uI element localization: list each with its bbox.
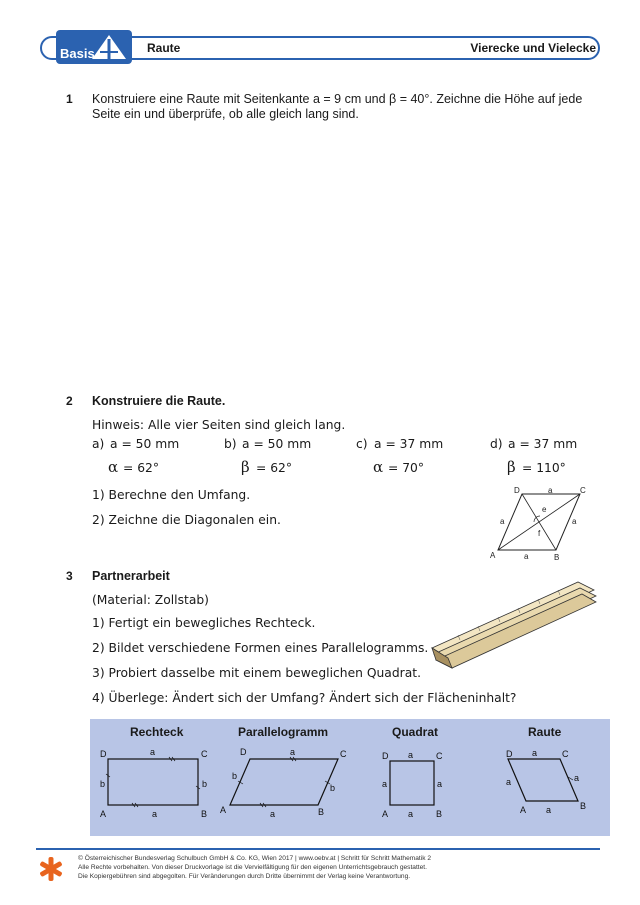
task2-hint: Hinweis: Alle vier Seiten sind gleich lang.	[92, 418, 346, 432]
svg-text:a: a	[150, 747, 156, 757]
raute-shape	[508, 759, 578, 801]
svg-text:D: D	[506, 749, 513, 759]
svg-text:a: a	[408, 809, 414, 819]
rhombus-vertex-B: B	[554, 553, 560, 562]
svg-text:a: a	[506, 777, 512, 787]
task1-line2: Seite ein und überprüfe, ob alle gleich lang sind.	[92, 107, 359, 121]
svg-text:C: C	[436, 751, 443, 761]
task3-step4: 4) Überlege: Ändert sich der Umfang? Ändert sich der Flächeninhalt?	[92, 691, 517, 705]
svg-text:D: D	[100, 749, 107, 759]
task2-sub1: 1) Berechne den Umfang.	[92, 488, 251, 502]
svg-text:A: A	[520, 805, 527, 815]
item-b-angle: = 62°	[256, 461, 293, 475]
svg-text:a: a	[437, 779, 443, 789]
task3-number: 3	[66, 569, 73, 583]
task1-number: 1	[66, 92, 73, 106]
svg-text:C: C	[562, 749, 569, 759]
item-c-label: c)	[356, 437, 368, 451]
item-b-label: b)	[224, 437, 237, 451]
folding-ruler-image	[428, 578, 600, 670]
basis-badge	[56, 30, 132, 64]
item-d-label: d)	[490, 437, 503, 451]
rhombus-side-left: a	[500, 517, 505, 526]
task3-material: (Material: Zollstab)	[92, 593, 209, 607]
item-a-angle-symbol: α	[108, 458, 119, 476]
svg-text:b: b	[202, 779, 208, 789]
item-d-angle: = 110°	[522, 461, 566, 475]
svg-text:B: B	[580, 801, 587, 811]
task2-sub2: 2) Zeichne die Diagonalen ein.	[92, 513, 281, 527]
item-b-side: a = 50 mm	[242, 437, 312, 451]
task3-step2: 2) Bildet verschiedene Formen eines Parallelogramms.	[92, 641, 429, 655]
item-a-angle: = 62°	[123, 461, 160, 475]
svg-text:b: b	[100, 779, 106, 789]
panel-title-rechteck: Rechteck	[130, 725, 184, 739]
svg-text:a: a	[408, 750, 414, 760]
rhombus-side-top: a	[548, 486, 553, 495]
svg-text:B: B	[436, 809, 443, 819]
rhombus-diagonal-f: f	[538, 529, 541, 538]
item-c-angle: = 70°	[388, 461, 425, 475]
rhombus-side-right: a	[572, 517, 577, 526]
parallelogramm-shape	[230, 759, 338, 805]
svg-text:b: b	[330, 783, 336, 793]
task2-title: Konstruiere die Raute.	[92, 394, 226, 408]
svg-text:C: C	[201, 749, 208, 759]
item-a-side: a = 50 mm	[110, 437, 180, 451]
badge-label: Basis	[60, 46, 95, 61]
svg-text:a: a	[532, 748, 538, 758]
panel-title-quadrat: Quadrat	[392, 725, 439, 739]
item-c-side: a = 37 mm	[374, 437, 444, 451]
task1-line1: Konstruiere eine Raute mit Seitenkante a = 9 cm und β = 40°. Zeichne die Höhe auf jede	[92, 92, 583, 106]
svg-text:a: a	[290, 747, 296, 757]
svg-text:a: a	[152, 809, 158, 819]
panel-title-raute: Raute	[528, 725, 562, 739]
item-d-angle-symbol: β	[507, 458, 516, 476]
svg-text:B: B	[201, 809, 208, 819]
svg-text:a: a	[270, 809, 276, 819]
task3-step3: 3) Probiert dasselbe mit einem beweglichen Quadrat.	[92, 666, 421, 680]
rhombus-figure	[484, 482, 594, 562]
publisher-logo-icon	[38, 856, 64, 882]
svg-text:D: D	[382, 751, 389, 761]
item-a-label: a)	[92, 437, 105, 451]
svg-text:A: A	[382, 809, 389, 819]
footer-copyright: © Österreichischer Bundesverlag Schulbuch GmbH & Co. KG, Wien 2017 | www.oebv.at | Schritt für Schritt Mathematik 2 Alle Rechte vorbehalten. Von dieser Druckvorlage ist die Vervielfältigung für den eigenen Unterrichtsgebrauch gestattet. Die Kopiergebühren sind abgegolten. Für Veränderungen durch Dritte übernimmt der Verlag keine Verantwortung.	[78, 855, 432, 880]
svg-text:a: a	[574, 773, 580, 783]
svg-text:a: a	[382, 779, 388, 789]
svg-text:B: B	[318, 807, 325, 817]
item-b-angle-symbol: β	[241, 458, 250, 476]
header-title: Raute	[147, 41, 181, 55]
panel-title-parallelogramm: Parallelogramm	[238, 725, 329, 739]
rechteck-shape	[108, 759, 198, 805]
task2-number: 2	[66, 394, 73, 408]
task3-step1: 1) Fertigt ein bewegliches Rechteck.	[92, 616, 316, 630]
shapes-figures	[90, 719, 610, 836]
rhombus-vertex-A: A	[490, 551, 496, 560]
quadrat-shape	[390, 761, 434, 805]
rhombus-vertex-C: C	[580, 486, 586, 495]
rhombus-side-bottom: a	[524, 552, 529, 561]
rhombus-diagonal-e: e	[542, 505, 547, 514]
svg-text:A: A	[100, 809, 107, 819]
svg-text:C: C	[340, 749, 347, 759]
svg-text:b: b	[232, 771, 238, 781]
svg-text:A: A	[220, 805, 227, 815]
item-c-angle-symbol: α	[373, 458, 384, 476]
svg-text:a: a	[546, 805, 552, 815]
task3-title: Partnerarbeit	[92, 569, 170, 583]
item-d-side: a = 37 mm	[508, 437, 578, 451]
svg-text:D: D	[240, 747, 247, 757]
header-chapter: Vierecke und Vielecke	[470, 41, 596, 55]
footer-divider	[36, 848, 600, 850]
rhombus-vertex-D: D	[514, 486, 520, 495]
